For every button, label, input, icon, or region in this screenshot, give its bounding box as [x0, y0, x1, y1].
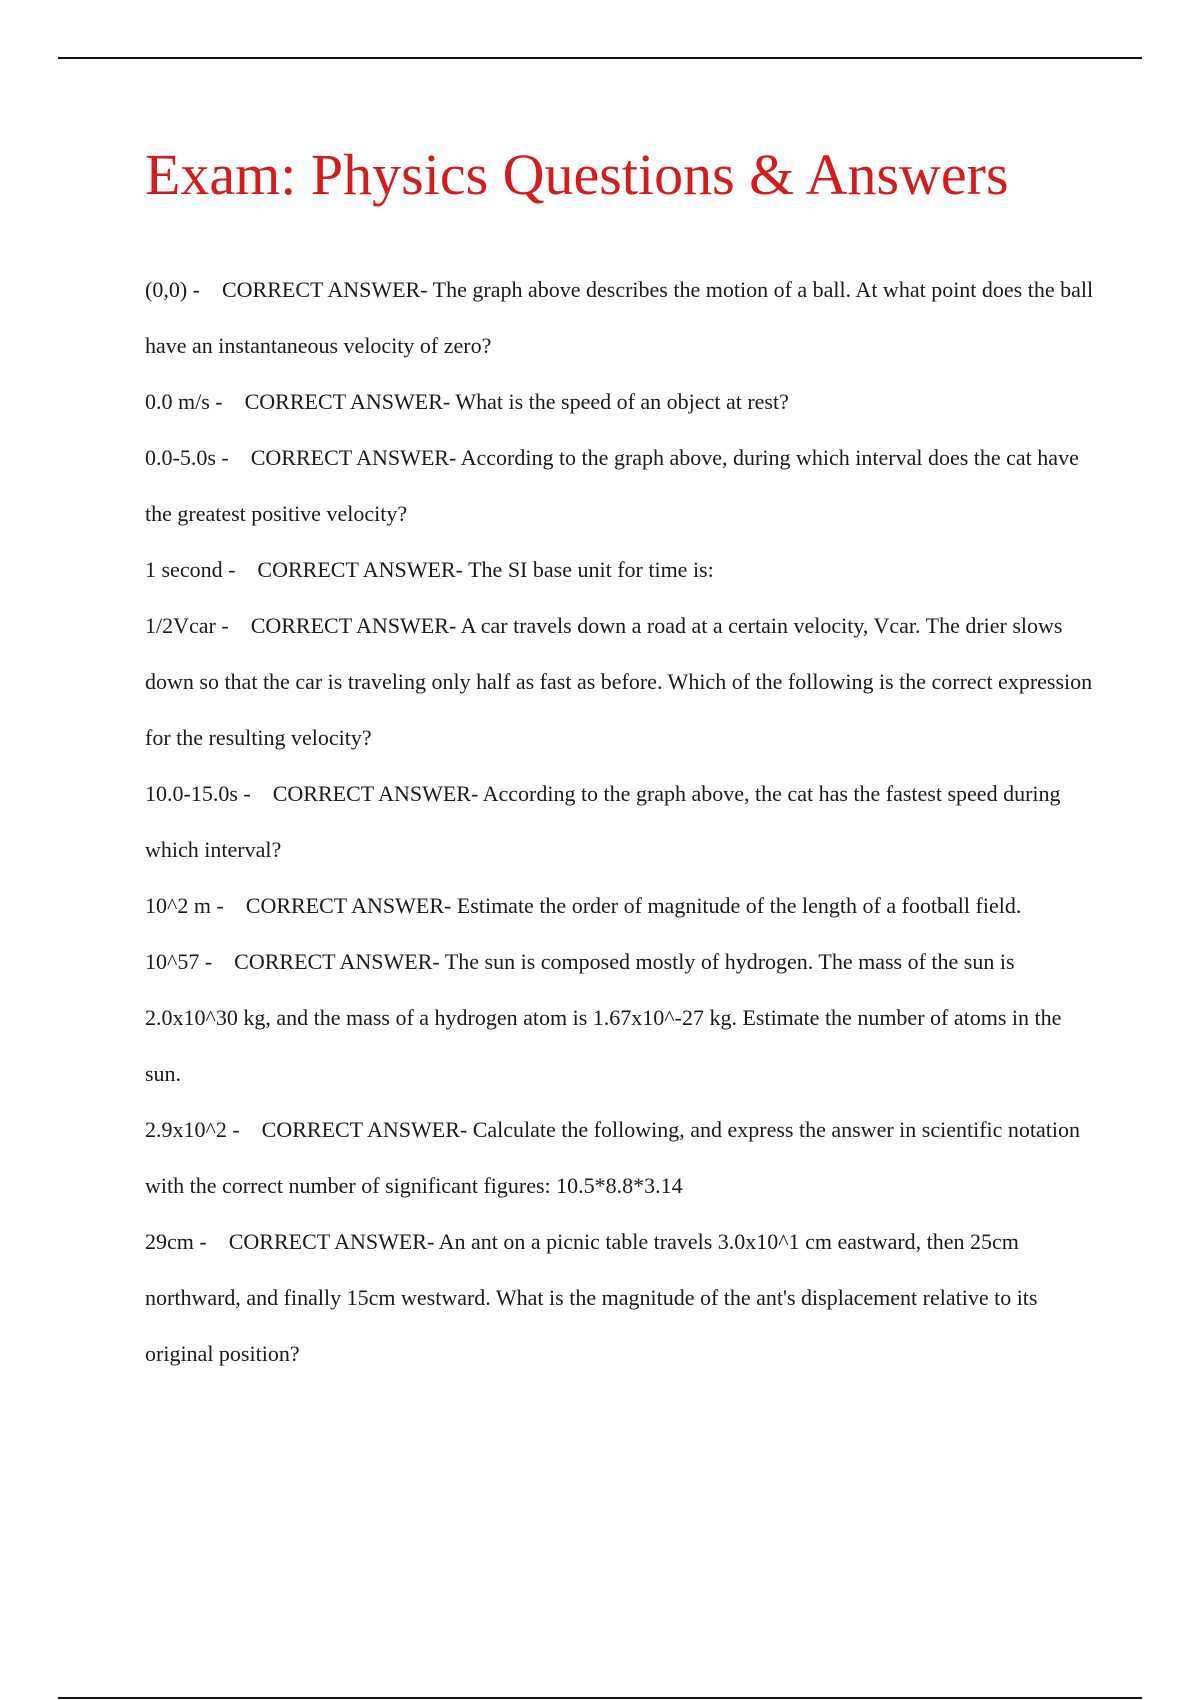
- answer-text: 2.9x10^2: [145, 1117, 227, 1142]
- answer-text: 10^2 m: [145, 893, 211, 918]
- question-text: According to the graph above, the cat has the fastest speed during which interval?: [145, 781, 1061, 862]
- correct-answer-marker: CORRECT ANSWER: [272, 781, 471, 806]
- question-text: The graph above describes the motion of a ball. At what point does the ball have an instantaneous velocity of zero?: [145, 277, 1094, 358]
- qa-list: [145, 262, 1100, 1382]
- correct-answer-marker: CORRECT ANSWER: [257, 557, 456, 582]
- answer-text: 29cm: [145, 1229, 194, 1254]
- question-text: What is the speed of an object at rest?: [455, 389, 789, 414]
- answer-text: 0.0 m/s: [145, 389, 210, 414]
- bottom-rule: [58, 1697, 1142, 1699]
- separator: -: [199, 949, 235, 974]
- top-rule: [58, 57, 1142, 59]
- page-title: Exam: Physics Questions & Answers: [145, 142, 1009, 207]
- answer-text: 0.0-5.0s: [145, 445, 216, 470]
- separator: -: [222, 557, 258, 582]
- separator: -: [226, 1117, 262, 1142]
- qa-item: 10.0-15.0s - CORRECT ANSWER- According to the graph above, the cat has the fastest speed during which interval?: [145, 781, 1061, 862]
- question-text: An ant on a picnic table travels 3.0x10^1 cm eastward, then 25cm northward, and finally 15cm westward. What is the magnitude of the ant's displacement relative to its original position?: [145, 1229, 1038, 1366]
- separator: -: [215, 445, 251, 470]
- question-text: Calculate the following, and express the answer in scientific notation with the correct number of significant figures: 10.5*8.8*3.14: [145, 1117, 1081, 1198]
- correct-answer-marker: CORRECT ANSWER: [234, 949, 433, 974]
- question-text: A car travels down a road at a certain velocity, Vcar. The drier slows down so that the car is traveling only half as fast as before. Which of the following is the correct expression for the resulting velocity?: [145, 613, 1093, 750]
- correct-answer-marker: CORRECT ANSWER: [228, 1229, 427, 1254]
- separator: -: [210, 893, 246, 918]
- question-text: Estimate the order of magnitude of the length of a football field.: [456, 893, 1022, 918]
- answer-text: (0,0): [145, 277, 188, 302]
- qa-item: 0.0-5.0s - CORRECT ANSWER- According to the graph above, during which interval does the cat have the greatest positive velocity?: [145, 445, 1079, 526]
- qa-item: 1/2Vcar - CORRECT ANSWER- A car travels down a road at a certain velocity, Vcar. The drier slows down so that the car is traveling only half as fast as before. Which of the following is the correct expression for the resulting velocity?: [145, 613, 1093, 750]
- answer-text: 10^57: [145, 949, 200, 974]
- qa-item: 10^2 m - CORRECT ANSWER- Estimate the order of magnitude of the length of a football field.: [145, 893, 1022, 918]
- qa-item: (0,0) - CORRECT ANSWER- The graph above describes the motion of a ball. At what point does the ball have an instantaneous velocity of zero?: [145, 277, 1094, 358]
- separator: -: [193, 1229, 229, 1254]
- correct-answer-marker: CORRECT ANSWER: [250, 445, 449, 470]
- answer-text: 1 second: [145, 557, 223, 582]
- qa-item: 10^57 - CORRECT ANSWER- The sun is composed mostly of hydrogen. The mass of the sun is 2.0x10^30 kg, and the mass of a hydrogen atom is 1.67x10^-27 kg. Estimate the number of atoms in the sun.: [145, 949, 1062, 1086]
- separator: -: [237, 781, 273, 806]
- question-text: The SI base unit for time is:: [468, 557, 714, 582]
- answer-text: 10.0-15.0s: [145, 781, 238, 806]
- correct-answer-marker: CORRECT ANSWER: [261, 1117, 460, 1142]
- correct-answer-marker: CORRECT ANSWER: [250, 613, 449, 638]
- qa-item: 0.0 m/s - CORRECT ANSWER- What is the speed of an object at rest?: [145, 389, 789, 414]
- correct-answer-marker: CORRECT ANSWER: [221, 277, 421, 302]
- answer-text: 1/2Vcar: [145, 613, 216, 638]
- question-text: The sun is composed mostly of hydrogen. The mass of the sun is 2.0x10^30 kg, and the mass of a hydrogen atom is 1.67x10^-27 kg. Estimate the number of atoms in the sun.: [145, 949, 1062, 1086]
- separator: -: [187, 277, 222, 302]
- qa-item: 29cm - CORRECT ANSWER- An ant on a picnic table travels 3.0x10^1 cm eastward, then 25cm northward, and finally 15cm westward. What is the magnitude of the ant's displacement relative to its original position?: [145, 1229, 1038, 1366]
- question-text: According to the graph above, during which interval does the cat have the greatest positive velocity?: [145, 445, 1079, 526]
- separator: -: [215, 613, 251, 638]
- correct-answer-marker: CORRECT ANSWER: [245, 893, 445, 918]
- qa-item: 1 second - CORRECT ANSWER- The SI base unit for time is:: [145, 557, 714, 582]
- correct-answer-marker: CORRECT ANSWER: [244, 389, 443, 414]
- qa-item: 2.9x10^2 - CORRECT ANSWER- Calculate the following, and express the answer in scientific notation with the correct number of significant figures: 10.5*8.8*3.14: [145, 1117, 1081, 1198]
- separator: -: [209, 389, 245, 414]
